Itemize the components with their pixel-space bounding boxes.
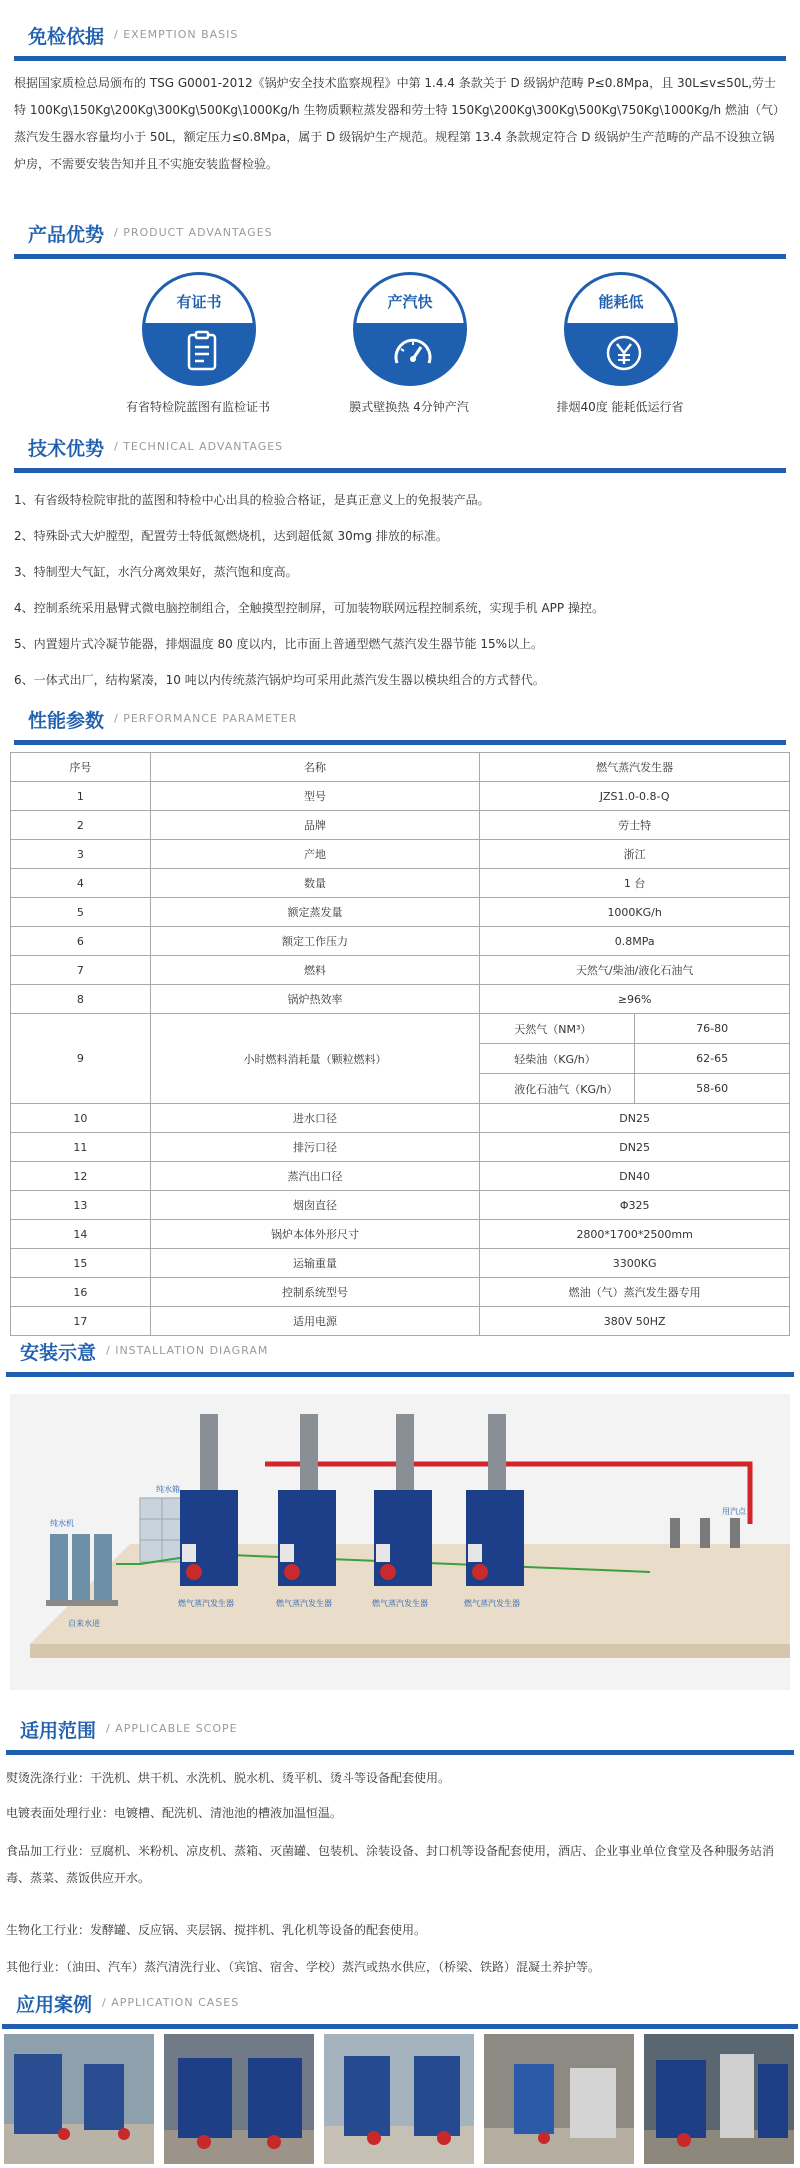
section-divider [6,1750,794,1755]
scope-item: 电镀表面处理行业：电镀槽、配洗机、清池池的槽液加温恒温。 [6,1806,343,1820]
table-row [11,927,790,956]
section-divider [2,2024,798,2029]
install-header [0,1334,800,1378]
table-cell: 14 [11,1220,151,1249]
table-cell: 1 台 [480,869,790,898]
table-cell: 2 [11,811,151,840]
advantage-caption: 排烟40度 能耗低运行省 [556,400,684,414]
table-cell: 天然气/柴油/液化石油气 [480,956,790,985]
table-cell: 小时燃料消耗量（颗粒燃料） [150,1014,480,1104]
table-cell: 11 [11,1133,151,1162]
yen-coin-icon [600,329,648,377]
table-cell: 锅炉热效率 [150,985,480,1014]
unit-label: 燃气蒸汽发生器 [464,1599,520,1608]
exemption-title: 免检依据 [28,26,105,48]
table-row [11,782,790,811]
table-row [11,1278,790,1307]
table-cell: 8 [11,985,151,1014]
advantage-title: 有证书 [176,293,222,311]
case-photo-5 [644,2034,794,2164]
table-cell: 17 [11,1307,151,1336]
exemption-header [0,18,800,62]
section-divider [6,1372,794,1377]
table-cell: DN25 [480,1133,790,1162]
table-cell: JZS1.0-0.8-Q [480,782,790,811]
header-value: 燃气蒸汽发生器 [480,753,790,782]
table-cell: 浙江 [480,840,790,869]
unit-label: 燃气蒸汽发生器 [372,1599,428,1608]
softener-label: 纯水机 [50,1519,74,1528]
tech-adv-header [0,430,800,474]
table-cell: 额定蒸发量 [150,898,480,927]
generator-unit-4 [466,1414,524,1586]
table-cell: 天然气（NM³） [480,1014,635,1044]
tech-item: 3、特制型大气缸，水汽分离效果好，蒸汽饱和度高。 [14,565,298,579]
table-row [11,840,790,869]
table-cell: 10 [11,1104,151,1133]
tech-item: 5、内置翅片式冷凝节能器，排烟温度 80 度以内，比市面上普通型燃气蒸汽发生器节能 15%以上。 [14,637,544,651]
table-row [11,1220,790,1249]
table-cell: 2800*1700*2500mm [480,1220,790,1249]
table-cell: 5 [11,898,151,927]
section-divider [14,254,786,259]
table-row [11,1104,790,1133]
table-cell: 排污口径 [150,1133,480,1162]
advantage-low-energy [520,272,720,422]
generator-unit-2 [278,1414,336,1586]
table-cell: 烟囱直径 [150,1191,480,1220]
table-cell: 16 [11,1278,151,1307]
install-title-en: / INSTALLATION DIAGRAM [106,1344,269,1357]
table-cell: Φ325 [480,1191,790,1220]
advantage-title: 能耗低 [598,293,644,311]
table-cell: 58-60 [635,1074,790,1104]
perf-title: 性能参数 [28,710,105,732]
table-row [11,956,790,985]
table-cell: 锅炉本体外形尺寸 [150,1220,480,1249]
installation-diagram [10,1394,790,1690]
table-row [11,811,790,840]
outlet-label: 用汽点 [722,1507,746,1516]
tech-item: 4、控制系统采用悬臂式微电脑控制组合，全触摸型控制屏，可加装物联网远程控制系统，实现手机 APP 操控。 [14,601,604,615]
table-cell: 进水口径 [150,1104,480,1133]
table-cell: DN25 [480,1104,790,1133]
table-cell: 轻柴油（KG/h） [480,1044,635,1074]
advantage-fast-steam [309,272,509,422]
table-cell: 型号 [150,782,480,811]
product-adv-title: 产品优势 [28,224,105,246]
table-cell: 7 [11,956,151,985]
table-cell: 12 [11,1162,151,1191]
product-adv-header [0,216,800,260]
scope-item: 生物化工行业：发酵罐、反应锅、夹层锅、搅拌机、乳化机等设备的配套使用。 [6,1923,427,1937]
section-divider [14,56,786,61]
case-photo-3 [324,2034,474,2164]
advantage-certificate [98,272,298,422]
tech-adv-title: 技术优势 [28,438,105,460]
table-cell: 运输重量 [150,1249,480,1278]
table-row [11,1133,790,1162]
advantage-badge [353,272,467,386]
table-header-row [11,753,790,782]
unit-label: 燃气蒸汽发生器 [276,1599,332,1608]
case-photo-2 [164,2034,314,2164]
advantage-caption: 有省特检院蓝图有监检证书 [125,400,270,414]
table-cell: 燃油（气）蒸汽发生器专用 [480,1278,790,1307]
table-row [11,985,790,1014]
table-cell: 6 [11,927,151,956]
table-row [11,1307,790,1336]
water-treatment-unit [46,1534,118,1606]
cases-header [0,1986,800,2030]
cases-title-en: / APPLICATION CASES [102,1996,240,2009]
inlet-label: 自来水进 [68,1619,100,1628]
certificate-icon [178,329,226,377]
table-cell: 适用电源 [150,1307,480,1336]
tech-item: 2、特殊卧式大炉膛型，配置劳士特低氮燃烧机，达到超低氮 30mg 排放的标准。 [14,529,448,543]
scope-item: 熨烫洗涤行业：干洗机、烘干机、水洗机、脱水机、烫平机、烫斗等设备配套使用。 [6,1771,451,1785]
scope-item: 食品加工行业：豆腐机、米粉机、凉皮机、蒸箱、灭菌罐、包装机、涂装设备、封口机等设备配套使用，酒店、企业事业单位食堂及各种服务站消毒、蒸菜、蒸饭供应开水。 [6,1844,775,1885]
table-cell: 控制系统型号 [150,1278,480,1307]
table-cell: 15 [11,1249,151,1278]
performance-table [10,752,790,1336]
product-adv-title-en: / PRODUCT ADVANTAGES [114,226,273,239]
table-row [11,869,790,898]
table-cell: 数量 [150,869,480,898]
table-cell: 3300KG [480,1249,790,1278]
section-divider [14,468,786,473]
table-row [11,1162,790,1191]
table-cell: 产地 [150,840,480,869]
section-divider [14,740,786,745]
generator-unit-3 [374,1414,432,1586]
header-name: 名称 [150,753,480,782]
table-cell: 0.8MPa [480,927,790,956]
table-row [11,1249,790,1278]
table-cell: 62-65 [635,1044,790,1074]
install-title: 安装示意 [20,1342,97,1364]
table-cell: 13 [11,1191,151,1220]
advantage-badge [142,272,256,386]
generator-unit-1 [180,1414,238,1586]
table-cell: 燃料 [150,956,480,985]
advantage-badge [564,272,678,386]
table-cell: 9 [11,1014,151,1104]
table-row [11,898,790,927]
scope-header [0,1712,800,1756]
case-photo-1 [4,2034,154,2164]
scope-title-en: / APPLICABLE SCOPE [106,1722,238,1735]
advantage-caption: 膜式壁换热 4分钟产汽 [349,400,469,414]
tech-adv-title-en: / TECHNICAL ADVANTAGES [114,440,284,453]
installation-illustration [10,1394,790,1690]
tech-item: 6、一体式出厂，结构紧凑，10 吨以内传统蒸汽锅炉均可采用此蒸汽发生器以模块组合的方式替代。 [14,673,545,687]
table-cell: 液化石油气（KG/h） [480,1074,635,1104]
table-cell: 1000KG/h [480,898,790,927]
case-photo-4 [484,2034,634,2164]
table-row [11,1191,790,1220]
table-cell: ≥96% [480,985,790,1014]
table-cell: 76-80 [635,1014,790,1044]
table-cell: 劳士特 [480,811,790,840]
scope-title: 适用范围 [20,1720,97,1742]
steam-user-valves [670,1518,740,1548]
tech-item: 1、有省级特检院审批的蓝图和特检中心出具的检验合格证，是真正意义上的免报装产品。 [14,493,490,507]
table-cell: 3 [11,840,151,869]
perf-header [0,702,800,746]
unit-label: 燃气蒸汽发生器 [178,1599,234,1608]
table-cell: 4 [11,869,151,898]
exemption-title-en: / EXEMPTION BASIS [114,28,239,41]
cases-title: 应用案例 [16,1994,93,2016]
scope-item: 其他行业：（油田、汽车）蒸汽清洗行业、（宾馆、宿舍、学校）蒸汽或热水供应，（桥梁、铁路）混凝土养护等。 [6,1960,601,1974]
table-cell: DN40 [480,1162,790,1191]
table-cell: 蒸汽出口径 [150,1162,480,1191]
table-cell: 1 [11,782,151,811]
advantage-title: 产汽快 [387,293,433,311]
table-cell: 380V 50HZ [480,1307,790,1336]
table-row-fuel [11,1014,790,1044]
table-cell: 额定工作压力 [150,927,480,956]
perf-title-en: / PERFORMANCE PARAMETER [114,712,298,725]
header-no: 序号 [11,753,151,782]
tank-label: 纯水箱 [156,1485,180,1494]
speedometer-icon [389,329,437,377]
exemption-text: 根据国家质检总局颁布的 TSG G0001-2012《锅炉安全技术监察规程》中第 1.4.4 条款关于 D 级锅炉范畴 P≤0.8Mpa，且 30L≤v≤50L,劳士特 100Kg\150Kg\200Kg\300Kg\500Kg\1000Kg/h 生物质颗粒蒸发器和劳士特 150Kg\200Kg\300Kg\500Kg\750Kg\1000Kg/h 燃油（气）蒸汽发生器水容量均小于 50L，额定压力≤0.8Mpa，属于 D 级锅炉生产规范。规程第 13.4 条款规定符合 D 级锅炉生产范畴的产品不设独立锅炉房，不需要安装告知并且不实施安装监督检验。 [14,76,785,171]
table-cell: 品牌 [150,811,480,840]
